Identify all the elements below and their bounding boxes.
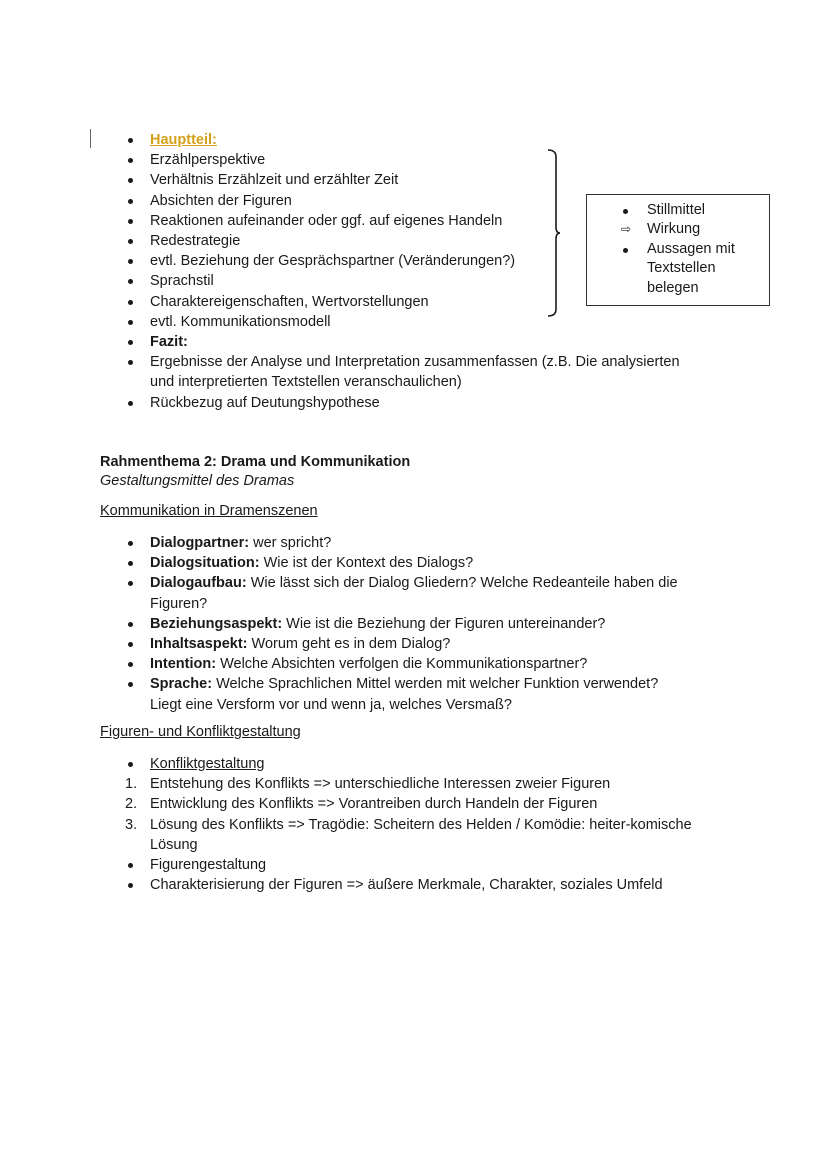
list-item: Ergebnisse der Analyse und Interpretation zusammenfassen (z.B. Die analysierten bbox=[150, 354, 680, 371]
section-subtitle: Gestaltungsmittel des Dramas bbox=[100, 473, 295, 489]
list-item: Erzählperspektive bbox=[150, 152, 266, 169]
arrow-right-icon: ⇨ bbox=[621, 222, 632, 236]
list-item: evtl. Beziehung der Gesprächspartner (Veränderungen?) bbox=[150, 253, 516, 270]
list-item bbox=[0, 130, 730, 150]
list-item: 2. Entwicklung des Konflikts => Vorantreiben durch Handeln der Figuren bbox=[125, 796, 598, 813]
list-item: Charaktereigenschaften, Wertvorstellungen bbox=[150, 293, 429, 310]
list-item: Sprachstil bbox=[150, 273, 214, 290]
hauptteil-heading: Hauptteil: bbox=[150, 132, 217, 148]
list-item: Charakterisierung der Figuren => äußere Merkmale, Charakter, soziales Umfeld bbox=[150, 877, 663, 894]
right-brace-icon bbox=[547, 149, 561, 317]
list-item: Reaktionen aufeinander oder ggf. auf eigenes Handeln bbox=[150, 212, 503, 229]
list-item: Inhaltsaspekt: Worum geht es in dem Dialog? bbox=[150, 636, 451, 653]
list-item: 3. Lösung des Konflikts => Tragödie: Scheitern des Helden / Komödie: heiter-komische bbox=[125, 816, 692, 833]
fazit-heading: Fazit: bbox=[150, 334, 188, 351]
list-item: Rückbezug auf Deutungshypothese bbox=[150, 394, 380, 411]
list-item-continuation: Lösung bbox=[150, 836, 198, 853]
list-item bbox=[0, 332, 730, 352]
list-item: Dialogaufbau: Wie lässt sich der Dialog Gliedern? Welche Redeanteile haben die bbox=[150, 575, 678, 592]
list-item: 1. Entstehung des Konflikts => unterschiedliche Interessen zweier Figuren bbox=[125, 776, 611, 793]
list-item: Dialogsituation: Wie ist der Kontext des Dialogs? bbox=[150, 555, 474, 572]
subsection-heading-kommunikation: Kommunikation in Dramenszenen bbox=[100, 503, 318, 519]
list-item-continuation: Liegt eine Versform vor und wenn ja, welches Versmaß? bbox=[150, 696, 512, 713]
list-item-continuation: Figuren? bbox=[150, 595, 208, 612]
list-item: Redestrategie bbox=[150, 233, 241, 250]
list-item: Sprache: Welche Sprachlichen Mittel werden mit welcher Funktion verwendet? bbox=[150, 676, 659, 693]
list-item: Verhältnis Erzählzeit und erzählter Zeit bbox=[150, 172, 399, 189]
list-item: Intention: Welche Absichten verfolgen die Kommunikationspartner? bbox=[150, 656, 588, 673]
list-item: evtl. Kommunikationsmodell bbox=[150, 313, 331, 330]
section-title: Rahmenthema 2: Drama und Kommunikation bbox=[100, 454, 411, 470]
list-item: Konfliktgestaltung bbox=[150, 756, 265, 772]
subsection-heading-figuren: Figuren- und Konfliktgestaltung bbox=[100, 724, 301, 740]
list-item: Beziehungsaspekt: Wie ist die Beziehung der Figuren untereinander? bbox=[150, 615, 606, 632]
list-item: Absichten der Figuren bbox=[150, 192, 292, 209]
list-item: Dialogpartner: wer spricht? bbox=[150, 535, 332, 551]
kommunikation-list bbox=[0, 533, 730, 715]
list-item-continuation: und interpretierten Textstellen veranschaulichen) bbox=[150, 374, 462, 391]
style-devices-box: Stillmittel ⇨ Wirkung Aussagen mit Textstellen belegen bbox=[586, 194, 770, 306]
list-item: Figurengestaltung bbox=[150, 857, 267, 874]
konflikt-list bbox=[0, 754, 730, 895]
